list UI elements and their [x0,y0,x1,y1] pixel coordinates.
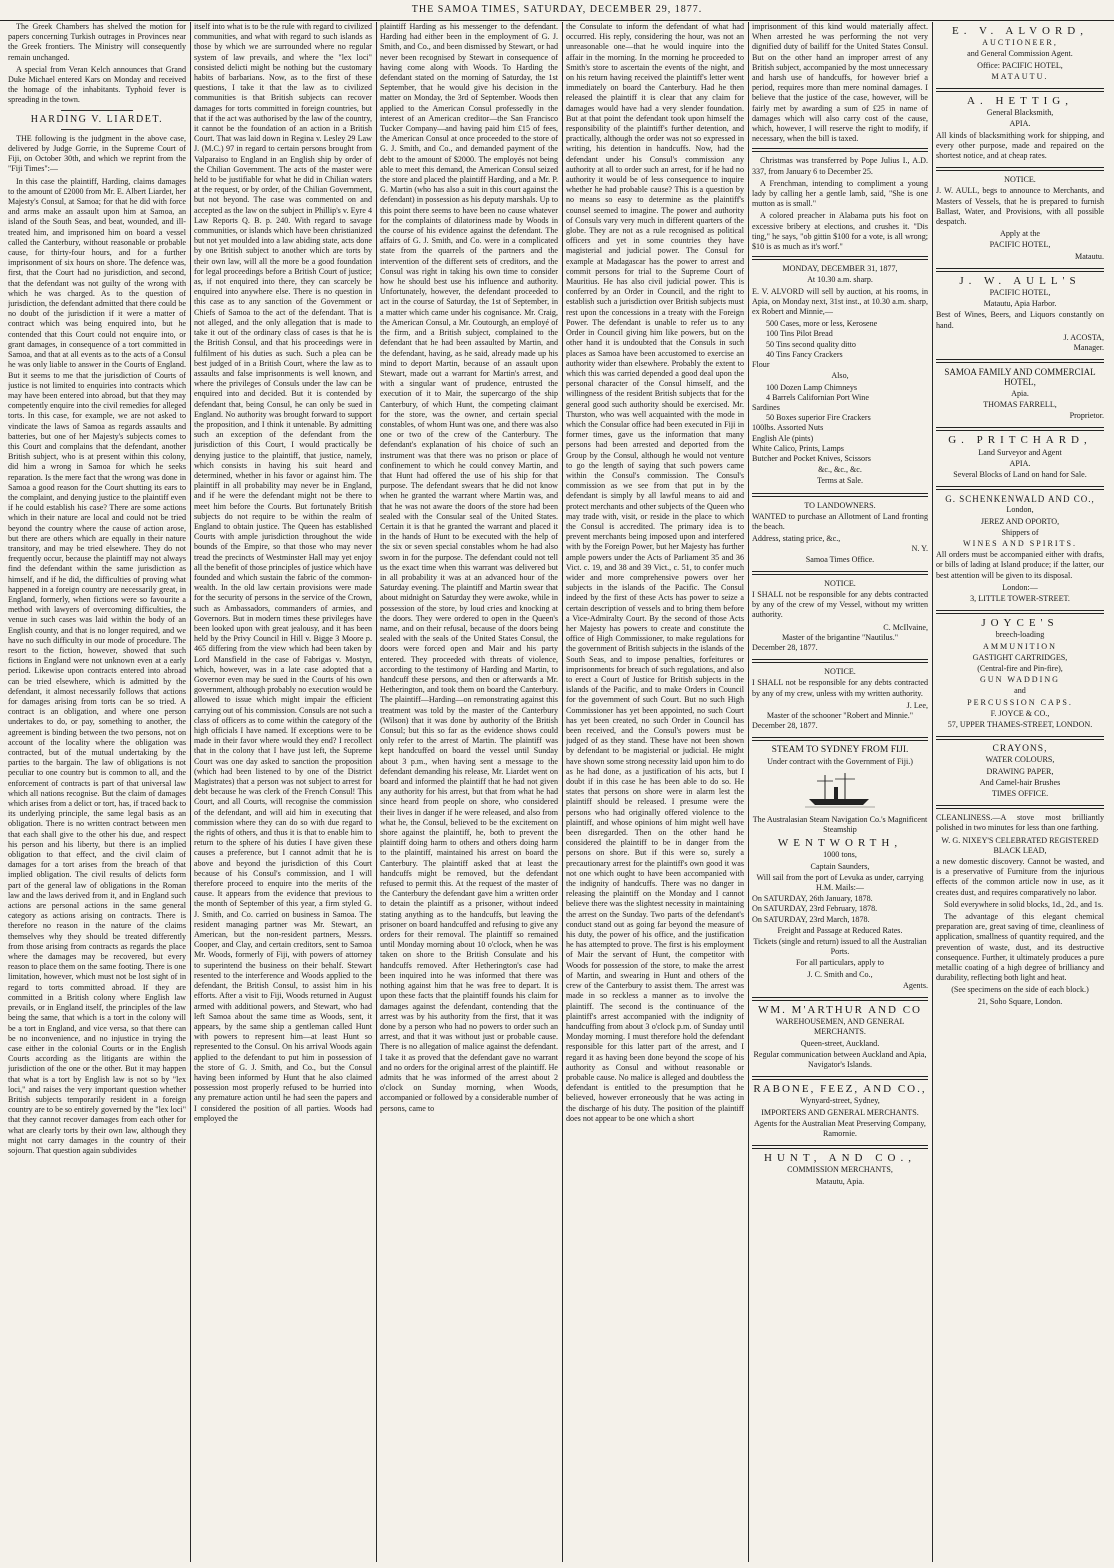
firm-sub: and General Commission Agent. [967,49,1073,59]
clean-body: CLEANLINESS.—A stove most brilliantly polished in two minutes for less than one farthing. [936,813,1104,833]
article-paragraph: the Consulate to inform the defendant of what had occurred. His reply, considering the hour, was not an unreasonable one—that he would inquire into the affair in the morning. In the morning he proceeded to Smith's store to ascertain the events of the night, and on his return having received the plaintiff's letter went immediately on board the Canterbury. Had he then released the plaintiff it is clear that any claim for damages would have had a very slender foundation. But at that point the defendant took upon himself the responsibility of the plaintiff's further detention, and practically, although the order was not so expressed in writing, his detention in handcuffs. Now, had the defendant under his Consul's commission any authority at all to order such an arrest, for if he had no authority it would be of less consequence to inquire whether he had probable cause? This is a question by no means so easy to determine as the plaintiff's counsel seemed to imagine. The power and authority of Consuls vary very much in different quarters of the globe. They are not as a rule recognised as political officers and yet in some countries they have magisterial and judicial power. The Consul for example at Madagascar has the power to arrest and commit persons for trial to the Supreme Court of Mauritius. He has also civil judicial power. This is conferred by an Order in Council, and the right to establish such a jurisdiction over British subjects must rest upon the concessions in a treaty with the Foreign Power. The defendant is unable to refer us to any Order in Council giving him like powers, but on the other hand it is undoubted that the Consuls in such places as Samoa have been accustomed to exercise an authority wider than elsewhere. Probably the extent to which this was carried depended a good deal upon the personal character of the Consul himself, and the willingness of the resident British subjects that for the general good such authority should be exercised. Mr. Thurston, who was well acquainted with the mode in which the Consular office had been executed in Fiji in former times, gave us the information that many persons had been arrested and deported from the Group by the Consul, although he would not venture to go the length of saying that such powers came within the Consul's commission. The Consul's commission as we see from that put in by the defendant is simply by all lawful means to aid and protect merchants and other subjects of the Queen who may trade with, visit, or reside in the place to which the Consul is accredited. The primary idea is to prevent merchants being imposed upon and interfered with by the Foreign Power, but her Majesty has further ample powers under the Acts of Parliament 35 and 36 Vict. c. 19, and 38 and 39 Vict., c. 51, to confer much wider and more comprehensive powers over her subjects in the islands of the Pacific. The Consul indeed by the first of these Acts has power to seize a certain description of vessels and to bring them before a Vice-Admiralty Court. By the second of those Acts her Majesty has powers to create and constitute the office of High Commissioner, to make regulations for the government of British subjects in the islands of the South Seas, and to impose penalties, forfeitures or imprisonments for breach of such regulations, and also to erect a Court of Justice for British subjects in the islands of the Pacific, and to make Orders in Council for the government of such Court. But no such High Commissioner has yet been appointed, no such Court has yet been created, no such Order in Council has been received, and the Consul's powers must be judged of as they stand. These have not been shown by defendant to be magisterial or judicial. He might have shown some strong necessity laid upon him to do as he had done, as a justification of his acts, but I doubt if in this case he has been able to do so. He states that persons on shore were in alarm lest the plaintiff should be released. I presume were the persons who had originally offered violence to the plaintiff, and whose opinions of him might well have been disregarded. Then on the other hand he considered the plaintiff to be in danger from the persons on shore. But if this were so, surely a precautionary arrest for the plaintiff's own good it was not one which ought to have been accompanied with the indignity of handcuffs. There was no danger in releasing the plaintiff on the Monday and I cannot believe there was the slightest necessity in maintaining the arrest on the Sunday. Two parts of the defendant's conduct stand out as going far beyond the measure of his duty, the power of his office, and the justification he has attempted to prove. The first is his employment of Mair the servant of Hunt, the competitor with Woods for possession of the store, to make the arrest of Martin, and swearing in Hunt and others of the crew of the Canterbury to assist them. The arrest was made in so reckless a manner as to involve the plaintiff. The second is the continuance of the plaintiff's arrest accompanied with the indignity of handcuffing from about 3 o'clock p.m. of Sunday until Monday morning. I must therefore hold the defendant responsible for this latter part of the arrest, and I regard it as having been done beyond the scope of his authority as Consul and without reasonable or probable cause. No malice is alleged and doubtless the defendant is entitled to the presumption that he believed, however erroneously that he was acting in the discharge of his duty. The position of the plaintiff does not appear to be one which a short [566,22,744,1123]
auction-item: Sardines [752,402,780,412]
notice-role: Master of the brigantine "Nautilus." [781,632,899,642]
steam-company: The Australasian Steam Navigation Co.'s Magnificent Steamship [752,814,928,834]
article-headline: HARDING V. LIARDET. [30,113,164,125]
alvord-ad [936,26,1104,82]
firm-address: Queen-street, Auckland. [800,1038,880,1048]
firm-name: A. HETTIG, [967,95,1073,108]
divider [936,427,1104,431]
auction-item: English Ale (pints) [752,433,814,443]
pacific-hotel-ad [936,276,1104,353]
divider [936,805,1104,809]
divider [752,1145,928,1149]
firm-place: MATAUTU. [991,71,1049,81]
column-2 [194,22,372,1562]
auction-item: 50 Boxes superior Fire Crackers [766,413,871,423]
notice-body: I SHALL not be responsible for any debts contracted by any of my crew, unless with my written authority. [752,678,928,698]
firm-place: APIA. [1009,458,1031,468]
steam-tons: 1000 tons, [823,850,857,860]
divider [752,737,928,741]
nixey-adv: The advantage of this elegant chemical preparation are, great saving of time, cleanliness of application, smallness of quantity required, and the prevention of waste, dust, and its destructive consequence. Further, it ultimately produces a pure metallic coating of a high degree of brilliancy and durability, reflecting both light and heat. [936,912,1104,983]
steam-agents-label: Agents. [903,980,928,990]
steam-freight: Freight and Passage at Reduced Rates. [777,925,903,935]
joyce-and: and [1014,686,1026,696]
firm-trade: General Blacksmith, [986,108,1054,118]
column-rule [748,22,749,1562]
notice-date: December 28, 1877. [752,642,818,652]
article-paragraph: itself into what is to be the rule with regard to civilized communities, and what with regard to such islands as those by which we are surrounded where no regular system of law prevails, and where the "lex loci" consisted delicti might be nothing but the customary habits of barbarians. Now, as to the first of these questions, I take it that the law as to civilized communities is that British subjects can recover damages for torts committed in foreign countries, but that if the act was authorised by the law of the country, it cannot be the foundation of an action in a British Court. That was laid down in Regina v. Lesley 29 Law J. (M.C.) 97 in regard to certain persons brought from Valparaiso to England in an English ship by order of the Chilian Government. The acts of the master were held to be justifiable for what he did in Chilian waters at the request, or by order, of the Chilian Government, but not beyond. The case was commented on and accepted as the law on the subject in Phillip's v. Eyre 4 Law Reports Q. B. p. 240. With regard to savage communities, or islands which have been christianized but not yet moulded into a law abiding state, acts done by one British subject to another which are torts by their own law, will all the more be a good foundation for legal proceedings before a British Court of justice; as, if not enquired into there, they can scarcely be enquired into anywhere else. There is no question in this case as to any sanction of the Government or Chiefs of Samoa to the act of the defendant. That is not alleged, and the only allegation that is made to take it out of the ordinary class of cases is that he is the British Consul, and that his proceedings were in fulfilment of his duties as such. Such a plea can be best judged of in a British Court, where the law as to assaults and false imprisonments is well known, and where the privileges of Consuls under the law can be enquired into and decided. But it is contended by defendant that, being Consul, he can only be sued in England. No authority was brought forward to support the proposition, and I think it untenable. By admitting such an exception of the defendant from the jurisdiction of this Court, I would practically be denying justice to the plaintiff, that justice, namely, which consists in having his suit heard and determined, whether in his favor or against him. The plaintiff in all probability may never be in England, and if he were the defendant might not be there to meet him before the Courts. But fortunately British subjects do not require to be within the realm of England to obtain justice. The Queen has established Courts with ample jurisdiction throughout the wide bounds of the Empire, so that those who may never tread the precincts of Westminster Hall may yet enjoy all the benefit of those principles of justice which have founded and which sustain the fabric of the common-wealth. In the old law certain provisions were made for the security of persons in the service of the Crown, such as Ambassadors, commanders of armies, and Governors. But in modern times these privileges have been looked upon with great jealousy, and it has been held by the Privy Council in Hill v. Bigge 3 Moore p. 465 differing from the view which had been taken by Lord Mansfield in the case of Fabrigas v. Mostyn, which, however, was in a late case adopted that a Governor even may be sued in the Courts of his own government, although probably no execution would be allowed to issue which might impair the efficient carrying out of his commission. Consuls are not such a class of officers as to come within the category of the high officials I have named. If exceptions were to be made in their favor where would they end? I recollect that in the colony that I have just left, the Supreme Court was one day asked to sanction the proposition (which had been listened to by one of the District Magistrates) that a person was not subject to arrest for debt because he was clerk of the French Consul! This Court, and all Courts, will recognise the commission of the defendant, and will aid him in executing that commission where they can do so with due regard to the rights of others, and thus it is that to enable him to return to the sphere of his duties I have given these causes a preference, but I cannot admit that he is above and beyond the jurisdiction of this Court because of his Consul's commission, and I will therefore proceed to enquire into the merits of the cause. It appears from the evidence that previous to the month of September of this year, a firm styled G. J. Smith, and Co. carried on business in Samoa. The resident managing partner was Mr. Stewart, an American, but the non-resident partners, Messrs. Cooper, and Clay, and certain creditors, sent to Samoa Mr. Woods, formerly of Fiji, with powers of attorney to superintend the business on their behalf. Stewart resented to the interference and Woods applied to the defendant, the British Consul, to assist him in his efforts. After a visit to Fiji, Woods returned in August armed with additional powers, and Stewart, who had left Samoa about the same time as Woods, sent, it appears, by the same ship a gentleman called Hunt with powers to represent him—at least Hunt so represented to the Consul. On his arrival Woods again applied to the defendant to put him in possession of the store of G. J. Smith, and Co., but the Consul having been informed by Hunt that he also claimed possession most properly refused to be hurried into any premature action until he had seen the papers and I considered the position of all parties. Woods had employed the [194,22,372,1123]
divider [936,610,1104,614]
ad-address: Address, stating price, &c., [752,534,841,544]
divider [936,268,1104,272]
firm-desc: COMMISSION MERCHANTS, [787,1165,893,1175]
steam-ship-name: WENTWORTH, [777,837,903,850]
crayons-line: DRAWING PAPER, [986,766,1054,776]
auction-item: Butcher and Pocket Knives, Scissors [752,453,871,463]
firm-address: 3, LITTLE TOWER-STREET. [970,593,1070,603]
firm-note: Regular communication between Auckland and Apia, Navigator's Islands. [753,1049,927,1070]
auction-time: At 10.30 a.m. sharp. [807,275,873,285]
ad-office: Samoa Times Office. [805,554,875,564]
divider [752,493,928,497]
column-4 [566,22,744,1562]
notice-apply: Apply at the [999,229,1040,239]
news-item-greek: The Greek Chambers has shelved the motion for papers concerning Turkish outrages in Provinces near the Greek frontiers. The Ministry will consequently remain unchanged. [8,22,186,62]
divider [936,167,1104,171]
steam-leave: Will sail from the port of Levuka as under, carrying H.M. Mails:— [756,872,924,893]
divider [752,256,928,260]
notice-signature: J. Lee, [906,700,928,710]
divider [936,736,1104,740]
divider [752,148,928,152]
firm-desc: IMPORTERS AND GENERAL MERCHANTS. [761,1107,919,1117]
hunt-ad [752,1153,928,1187]
steam-date: On SATURDAY, 23rd February, 1878. [752,904,878,914]
crayons-title: CRAYONS, [992,744,1048,755]
masthead: THE SAMOA TIMES, SATURDAY, DECEMBER 29, 1877. [0,0,1114,21]
notice-ad-nautilus [752,579,928,653]
firm-note: Agents for the Australian Meat Preserving Company, Ramornie. [754,1118,926,1139]
divider [936,359,1104,363]
joyce-address: 57, UPPER THAMES-STREET, LONDON. [947,719,1093,729]
firm-desc: WAREHOUSEMEN, AND GENERAL MERCHANTS. [775,1017,905,1037]
column-1 [8,22,186,1562]
firm-name: JOYCE'S [981,617,1059,630]
firm-name: HUNT, AND CO., [764,1152,916,1165]
schenkenwald-ad [936,494,1104,604]
firm-manager: J. ACOSTA, [1063,332,1104,342]
firm-body: All kinds of blacksmithing work for shipping, and every other purpose, made and repaired on the shortest notice, and at cheap rates. [936,130,1104,161]
auction-date: MONDAY, DECEMBER 31, 1877, [782,264,898,274]
firm-name: SAMOA FAMILY AND COMMERCIAL HOTEL, [944,367,1096,388]
notice-role: Master of the schooner "Robert and Minnie." [766,710,914,720]
column-rule [932,22,933,1562]
ad-title: TO LANDOWNERS. [804,500,876,510]
ad-signature: N. Y. [911,544,928,554]
divider [61,110,132,111]
firm-name: WM. M'ARTHUR AND CO [758,1004,922,1017]
nixey-title: W. G. NIXEY'S CELEBRATED REGISTERED BLACK LEAD, [941,835,1099,855]
column-rule [562,22,563,1562]
firm-name: G. SCHENKENWALD AND CO., [945,494,1095,505]
firm-title: AUCTIONEER, [982,38,1058,48]
auction-intro: E. V. ALVORD will sell by auction, at his rooms, in Apia, on Monday next, 31st inst., at 10.30 a.m. sharp, ex Robert and Minnie,— [752,286,928,317]
column-rule [376,22,377,1562]
auction-item: 500 Cases, more or less, Kerosene [766,319,878,329]
joyce-line: (Central-fire and Pin-fire), [977,663,1063,673]
notice-place: Matautu. [1075,251,1104,261]
firm-role: Proprietor. [1069,411,1104,421]
steamship-icon [805,771,875,811]
nixey-spec: (See specimens on the side of each block.) [951,985,1089,995]
hettig-ad [936,96,1104,161]
paragraph-christmas: Christmas was transferred by Pope Julius I., A.D. 337, from January 6 to December 25. [752,156,928,176]
divider [752,1076,928,1080]
column-5 [752,22,928,1562]
steam-date: On SATURDAY, 23rd March, 1878. [752,914,870,924]
mcarthur-ad [752,1005,928,1070]
steam-particulars: For all particulars, apply to [796,958,884,968]
pritchard-ad [936,435,1104,480]
article-paragraph: plaintiff Harding as his messenger to the defendant. Harding had either been in the employment of G. J. Smith, and Co., and been dismissed by Stewart, or had never been recognised by Stewart in consequence of having come along with Woods. To Harding the defendant stated on the morning of Saturday, the 1st September, that he would give his decision in the matter on Monday, the 3rd of September. Woods then applied to the American Consul professedly in the interest of an American creditor—the San Francisco Tucker Company—and having paid him £15 of fees, the American Consul at once proceeded to the store of G. J. Smith, and Co., and demanded payment of the debt to the amount of $2000. The employés not being able to meet this demand, the American Consul seized the store and placed the plaintiff Harding, and a Mr. P. G. Martin (who has also a suit in this court against the defendant) in possession as his deputy marshals. Up to this point there seems to have been no cause whatever for the complaints of dilatoriness made by Woods in the course of his evidence against the defendant. The affairs of G. J. Smith, and Co. were in a complicated state from the quarrels of the partners and the intervention of the different sets of creditors, and the Consul was right in taking his own time to consider how he should best use his influence and authority. Unfortunately, however, the defendant proceeded to act in the course of Saturday, the 1st of September, in a matter which came under his cognisance. Mr. Craig, the American Consul, a Mr. Coutourgh, an employé of the firm, and a British subject, complained to the defendant that he had been assaulted by Martin, and the defendant, having, as he said, already made up his mind to deport Martin, because of an assault upon Stewart, made out a warrant for Martin's arrest, and with a singular want of prudence, entrusted the execution of it to Mair, the supercargo of the ship Canterbury, of which Hunt, the competing claimant for the store, was the owner, and certain special constables, of whom Hunt was one, and there was also one or two of the crew of the Canterbury. The defendant's explanation of his choice of such an instrument was that there was no prison or place of confinement to which he could convey Martin, and that Hunt had offered the use of his ship for that purpose. The defendant swears that he did not know when he granted the warrant where Martin was, and that he was not aware the doors of the store had been sealed with the Consular seal of the United States. Certain it is that he granted the warrant and placed it in the hands of Hunt to be executed with the help of the six or seven special constables whom he had also sworn in for the purpose. The defendant could not tell us the exact time when this warrant was delivered but in all probability it was at an advanced hour of the Saturday evening. The plaintiff and Martin swear that about midnight on Saturday they were awoke, while in possession of the store, by loud cries and knocking at the doors. They were ordered to open in the Queen's name, and on their refusal, because of the doors being sealed with the seals of the United States Consul, the doors were forced open and Mair and his party entered. They proceeded with threats of violence, according to the testimony of Harding and Martin, to handcuff these persons, and then or afterwards a Mr. Hetherington, and took them on board the Canterbury. The plaintiff—Harding—on remonstrating against this treatment was told by the master of the Canterbury (Wilson) that it was done by authority of the British Consul; but this so far as the evidence shows could only refer to the arrest of Martin. The plaintiff was kept handcuffed on board the vessel until Sunday about 3 p.m., when having sent a message to the defendant demanding his release, Mr. Liardet went on board and informed the plaintiff that he had not given any authority for his arrest, but that from what he had since heard from people on shore, who considered their lives in danger if he were released, and also from what he, the Consul, believed to be the excitement on shore against the plaintiff, he, both to prevent the plaintiff doing harm to others and others doing harm to the plaintiff, maintained his arrest on board the Canterbury. The plaintiff asked that at least the handcuffs might be removed, but the defendant refused to permit this. At the request of the master of the Canterbury the defendant gave him a written order to detain the plaintiff as a prisoner, without indeed stating anything as to the handcuffs, but leaving the prisoner on board handcuffed and refusing to give any orders for their removal. The plaintiff so remained until Monday morning about 10 o'clock, when he was taken on shore to the British Consulate and his handcuffs removed. After Hetherington's case had been inquired into he was informed that there was nothing against him that he was free to depart. It is upon these facts that the plaintiff founds his claim for damages against the defendant, contending that the arrest was by his authority from the first, that it was done by a person who had no powers to order such an arrest, and that it was without just or probable cause. There is no allegation of malice against the defendant. I take it as proved that the defendant gave no warrant and no orders for the original arrest of the plaintiff. He admits that he was informed of the arrest about 2 o'clock on Sunday morning, when Woods, accompanied or followed by a considerable number of persons, came to [380,22,558,1113]
joyce-sub: breech-loading [995,630,1045,640]
nixey-body: a new domestic discovery. Cannot be wasted, and is a preservative of Furniture from the injurious effects of the common article now in use, as it creates dust, and requires comparatively no labor. [936,857,1104,897]
news-item-kars: A special from Veran Kelch announces that Grand Duke Michael entered Kars on Monday and received the homage of the inhabitants. Typhoid fever is spreading in the town. [8,64,186,105]
crayons-line: And Camel-hair Brushes [979,777,1061,787]
steam-ad [752,745,928,991]
firm-name: G. PRITCHARD, [948,434,1092,447]
divider [752,997,928,1001]
firm-address: Wynyard-street, Sydney, [800,1096,880,1106]
firm-london: London:— [1002,582,1038,592]
notice-title: NOTICE. [824,578,856,588]
auction-etc: &c., &c., &c. [818,465,862,475]
article-paragraph: imprisonment of this kind would materially affect. When arrested he was performing the not very dignified duty of bailiff for the United States Consul. But on the other hand an improper arrest of any British subject, accompanied by the most unnecessary and harsh use of handcuffs, for however brief a period, requires more than mere nominal damages. I believe that the justice of the case, however, will be fairly met by awarding a sum of £25 in name of damages which will also carry cost of the cause, which, however, I will reserve the right to modify, if necessary, when the bill is taxed. [752,22,928,144]
firm-role: Manager. [1073,343,1104,353]
joyce-firm: F. JOYCE & CO., [990,708,1050,718]
steam-sub: Under contract with the Government of Fiji.) [767,756,913,766]
joyce-line: AMMUNITION [983,641,1057,651]
firm-place: Matautu, Apia Harbor. [983,299,1057,309]
firm-hotel: PACIFIC HOTEL, [989,288,1051,298]
auction-terms: Terms at Sale. [817,476,863,486]
firm-place: APIA. [1009,119,1031,129]
aull-notice-ad [936,175,1104,262]
column-rule [190,22,191,1562]
firm-name: J. W. AULL'S [959,274,1081,287]
nixey-sold: Sold everywhere in solid blocks, 1d., 2d., and 1s. [944,899,1104,909]
firm-address: Matautu, Apia. [815,1176,865,1186]
paragraph-frenchman: A Frenchman, intending to compliment a young lady by calling her a gentle lamb, said, "She is one mutton as is small." [752,178,928,209]
firm-shippers: Shippers of [1001,527,1039,537]
divider [61,129,132,130]
notice-body: I SHALL not be responsible for any debts contracted by any of the crew of my Vessel, without my written authority. [752,589,928,620]
notice-body: J. W. AULL, begs to announce to Merchants, and Masters of Vessels, that he is prepared to furnish Ballast, Water, and Provisions, with all possible despatch. [936,186,1104,227]
column-3 [380,22,558,1562]
auction-ad [752,264,928,486]
joyce-line: PERCUSSION CAPS. [967,697,1073,707]
steam-date: On SATURDAY, 26th January, 1878. [752,894,873,904]
steam-title: STEAM TO SYDNEY FROM FIJI. [771,745,909,756]
auction-also: Also, [831,371,849,381]
notice-title: NOTICE. [1004,175,1036,185]
firm-name: RABONE, FEEZ, AND CO., [753,1083,927,1096]
firm-place: Apia. [1011,388,1029,398]
auction-item: Flour [752,360,770,370]
divider [752,571,928,575]
auction-item: 100lbs. Assorted Nuts [752,423,824,433]
firm-cities: JEREZ AND OPORTO, [980,516,1060,526]
landowners-ad [752,501,928,565]
notice-date: December 28, 1877. [752,721,818,731]
joyce-line: GASTIGHT CARTRIDGES, [972,652,1068,662]
notice-title: NOTICE. [824,667,856,677]
firm-city: London, [1006,505,1034,515]
auction-item: 100 Dozen Lamp Chimneys [766,382,858,392]
paragraph-preacher: A colored preacher in Alabama puts his foot on excessive bribery at elections, and crushes it. "Dis ting," he says, "ob gittin $100 for a vote, is all wrong; $10 is as much as it's worf." [752,211,928,252]
steam-captain: Captain Saunders, [810,861,870,871]
firm-office: Office: PACIFIC HOTEL, [977,60,1063,70]
firm-name: E. V. ALVORD, [951,25,1088,37]
notice-signature: C. McIlvaine, [883,622,928,632]
notice-hotel: PACIFIC HOTEL, [989,240,1051,250]
auction-item: White Calico, Prints, Lamps [752,443,844,453]
firm-owner: THOMAS FARRELL, [983,399,1057,409]
joyce-line: GUN WADDING [979,675,1061,685]
auction-item: 4 Barrels Californian Port Wine [766,392,869,402]
firm-role: Land Surveyor and Agent [978,447,1062,457]
divider [936,88,1104,92]
steam-agents: J. C. Smith and Co., [807,969,873,979]
nixey-address: 21, Soho Square, London. [977,996,1063,1006]
crayons-line: WATER COLOURS, [985,755,1055,765]
ad-body: WANTED to purchase an Allotment of Land fronting the beach. [752,511,928,531]
column-6 [936,22,1104,1562]
newspaper-page [8,22,1106,1562]
firm-body: Several Blocks of Land on hand for Sale. [953,469,1087,479]
firm-goods: WINES AND SPIRITS. [962,538,1078,548]
article-paragraph: THE following is the judgment in the above case, delivered by Judge Gorrie, in the Supreme Court of Fiji, on October 30th, and which we reprint from the "Fiji Times":— [8,133,186,174]
samoa-hotel-ad [936,367,1104,421]
joyce-ad [936,618,1104,730]
rabone-ad [752,1084,928,1139]
steam-tickets: Tickets (single and return) issued to all the Australian Ports. [753,937,927,957]
article-paragraph: In this case the plaintiff, Harding, claims damages to the amount of £2000 from Mr. E. Albert Liardet, her Majesty's Consul, at Samoa; for that he did with force and arms make an assault upon him at Samoa, an island of the South Seas, and beat, wounded, and ill-treated him, and imprisoned him on board a vessel called the Canterbury, without reasonable or probable cause, for thirty-four hours, and for a further imprisonment of six hours on shore. The defence was, first, that the Court had no jurisdiction, and second, that the defendant was not guilty of the wrong with which he was charged. As to the question of jurisdiction, the defendant admitted that there could be no doubt of the jurisdiction if it were a matter of contract which was being enquired into, but he contended that this Court could not enquire into, or grant damages, in consequence of a tort committed in Samoa, and that at all events as to the acts of a Consul he was only liable to answer in the Courts of England. But it seems to me that the jurisdiction of Courts of justice is not limited to enquiries into contracts which may have been entered into abroad, but that they may competently enquire into the civil remedies for alleged torts. In this case, for example, we are not asked to vindicate the laws of Samoa as regards assaults and batteries, but one of her Majesty's subjects comes to this Court and complains that the defendant, another British subject, who is at present within this colony, did him a wrong in Samoa for which he seeks reparation. Is the mere fact that the wrong was done in Samoa a good reason for the Court shutting its ears to the complaint, and denying justice to the plaintiff even if he could establish his case? There are some actions which in their nature are local and could not be tried beyond the country where the cause of action arose, but there are others which are equally in their nature transitory, and may be tried elsewhere. They do not frequently occur, because the plaintiff may not always find the defendant within the same jurisdiction as himself, and if he did, the difficulties of proving what happened in a foreign country are necessarily great, in England, formerly, when fictions were so favourite a method with lawyers of overcoming difficulties, the venue in such cases was laid within the body of an English county, and that is no longer required, and we have no such difficulty in our mode of procedure. The resort to the fiction, however, showed that such fictions in England were not unknown even at a early period. Likewise upon contracts entered into abroad can be tried elsewhere, which is admitted by the defendant, it almost necessarily follows that actions for damages arising from torts can be so tried. A contract is an obligation, and where one person undertakes to do, or pay, something to another, the agreement is binding between the two persons, not on account of the locality where the obligation was contracted, but of the mutual undertaking by the parties to the bargain. The law of obligations is not peculiar to one country but is common to all, and the enforcement of contracts is part of that universal law which all nations recognise. But the claim of damages which arises from a delict or tort, has, if traced back to its underlying principle, the same legal basis as an obligation. There is no written contract between men that each shall give to the other his due, and respect his person and his liberty, but there is an implied obligation to that effect, and the civil claim of damages for a tort arises from the breach of that implied obligation. The civil results of delicts form part of the general law of obligations in the Roman law and the laws derived from it, and in England such actions are personal actions in the same general category as actions arising on contracts. There is therefore no reason in the nature of the claims themselves why they should be treated differently from those arising from contracts as regards the place where the damages may be recovered, but every reason to place them on the same footing. There is one limitation, however, which must not be lost sight of in regard to torts committed abroad. If they are committed in a British colony where English law prevails, or in England itself, the principles of the law being the same, that which is a tort in the colony will be a tort in England, and vice versa, so that there can be no inconvenience, and no injustice in trying the case either in the colonial Courts or in the English Courts according as the litigants are within the jurisdiction of the one or the other. But it may happen that what is a tort by English law is not so by "lex loci," and raises the very important question whether British subjects temporarily resident in a foreign country are to be so entirely governed by the "lex loci" that they cannot recover damages from each other for what are clearly torts by their own law, although they might not carry damages in the country of their sojourn. That question again subdivides [8,176,186,1155]
auction-item: 50 Tins second quality ditto [766,339,856,349]
notice-ad-robert-minnie [752,667,928,731]
divider [936,486,1104,490]
auction-item: 100 Tins Pilot Bread [766,329,833,339]
divider [752,659,928,663]
firm-body: Best of Wines, Beers, and Liquors constantly on hand. [936,310,1104,330]
nixey-ad [936,813,1104,1007]
crayons-ad [936,744,1104,799]
auction-item: 40 Tins Fancy Crackers [766,349,843,359]
crayons-office: TIMES OFFICE. [991,788,1049,798]
firm-body: All orders must be accompanied either with drafts, or bills of lading at Island produce; if the latter, our best attention will be given to its disposal. [936,550,1104,580]
